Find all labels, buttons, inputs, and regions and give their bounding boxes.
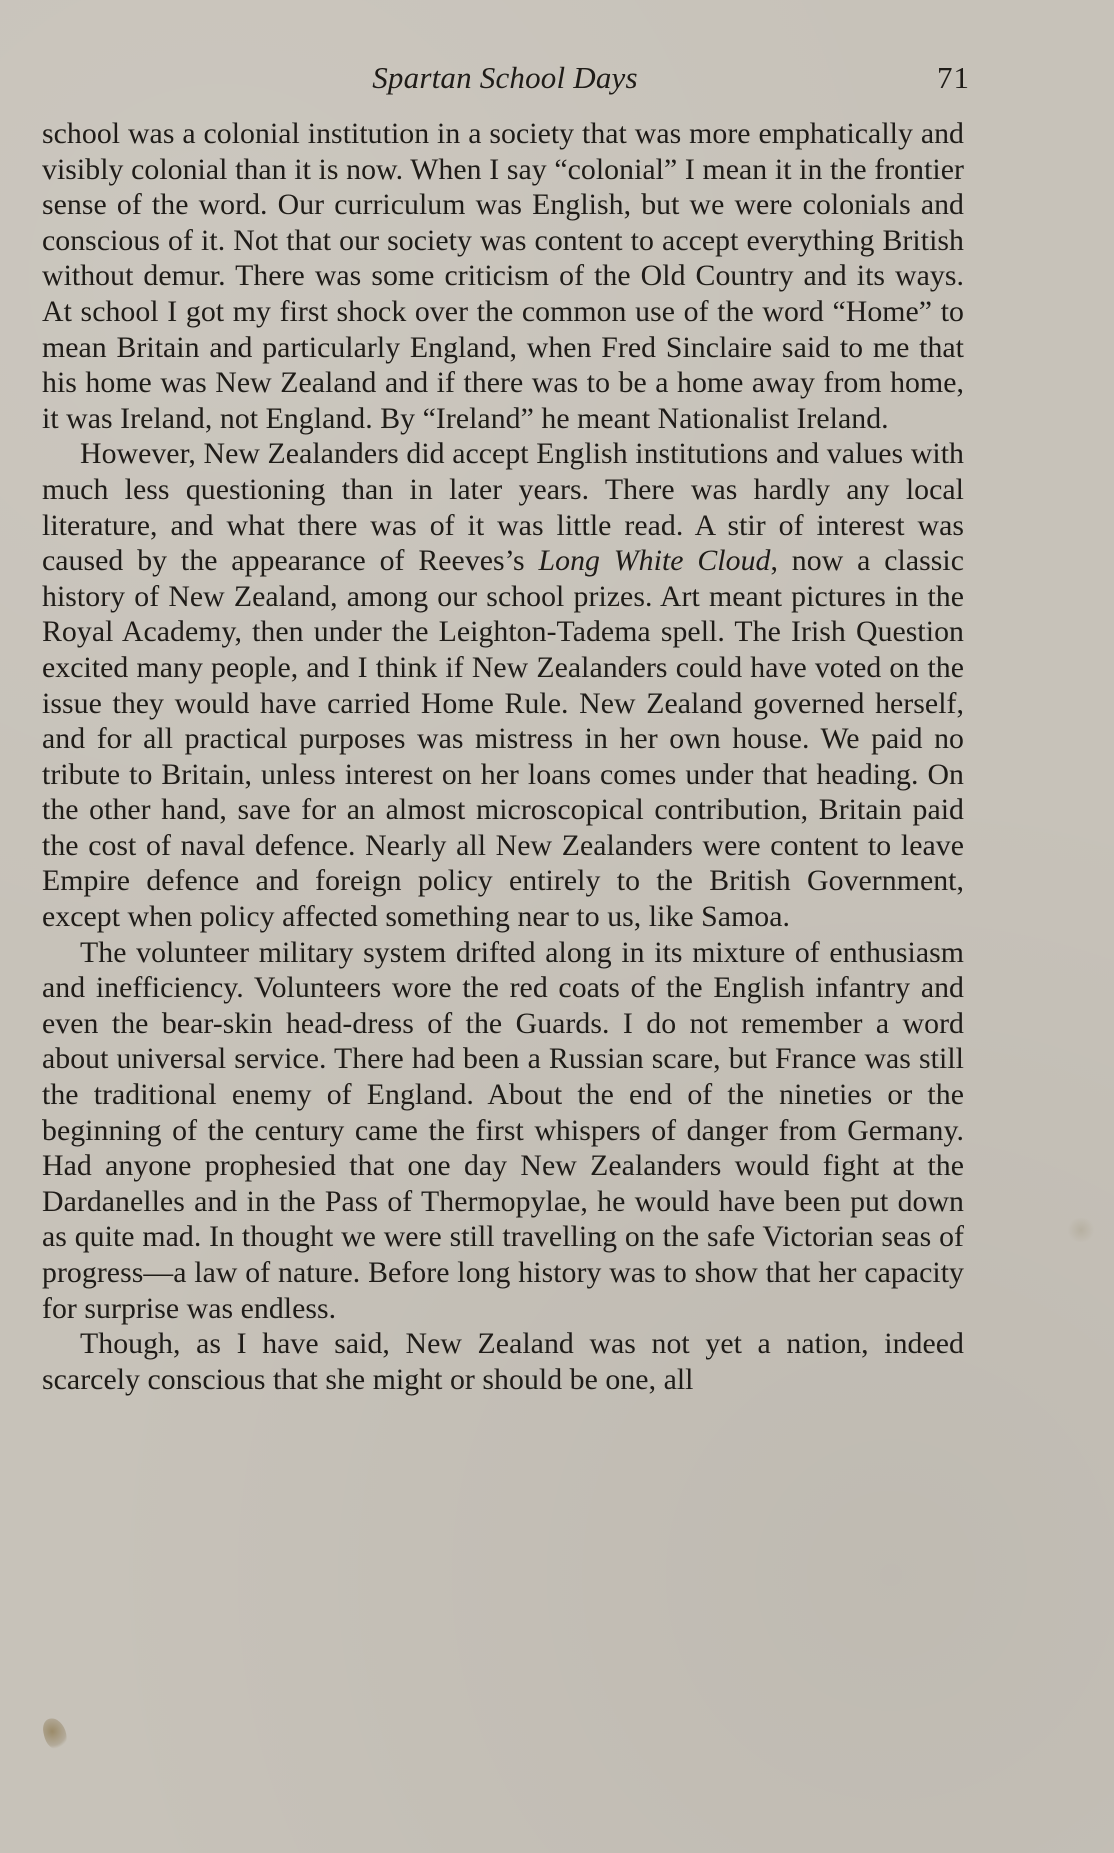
paragraph-3 xyxy=(42,935,964,1327)
running-title: Spartan School Days xyxy=(372,60,638,95)
paragraph-4-text: Though, as I have said, New Zealand was not yet a nation, indeed scarcely conscious that she might or should be one, all xyxy=(42,1327,964,1396)
stain-mark xyxy=(41,1716,69,1752)
paragraph-2-text-b: , now a classic history of New Zealand, among our school prizes. Art meant pictures in the Royal Academy, then under the Leighton-Tadema spell. The Irish Question excited many people, and I think if New Zealanders could have voted on the issue they would have carried Home Rule. New Zealand governed herself, and for all practical purposes was mistress in her own house. We paid no tribute to Britain, unless interest on her loans comes under that heading. On the other hand, save for an almost microscopical contribution, Britain paid the cost of naval defence. Nearly all New Zealanders were content to leave Empire defence and foreign policy entirely to the British Government, except when policy affected something near to us, like Samoa. xyxy=(42,544,964,934)
paragraph-1-text: school was a colonial institution in a society that was more emphatically and visibly colonial than it is now. When I say “colonial” I mean it in the frontier sense of the word. Our curriculum was English, but we were colonials and conscious of it. Not that our society was content to accept everything British without demur. There was some criticism of the Old Country and its ways. At school I got my first shock over the common use of the word “Home” to mean Britain and particularly England, when Fred Sinclaire said to me that his home was New Zealand and if there was to be a home away from home, it was Ireland, not England. By “Ireland” he meant Nationalist Ireland. xyxy=(42,117,964,435)
paragraph-2-text-a: However, New Zealanders did accept English institutions and values with much less questioning than in later years. There was hardly any local literature, and what there was of it was little read. A stir of interest was caused by the appearance of Reeves’s xyxy=(42,437,964,578)
paragraph-4 xyxy=(42,1326,964,1397)
paragraph-3-text: The volunteer military system drifted along in its mixture of enthusiasm and inefficiency. Volunteers wore the red coats of the English infantry and even the bear-skin head-dress of the Guards. I do not remember a word about universal service. There had been a Russian scare, but France was still the traditional enemy of England. About the end of the nineties or the beginning of the century came the first whispers of danger from Germany. Had anyone prophesied that one day New Zealanders would fight at the Dardanelles and in the Pass of Thermopylae, he would have been put down as quite mad. In thought we were still travelling on the safe Victorian seas of progress—a law of nature. Before long history was to show that her capacity for surprise was endless. xyxy=(42,935,964,1325)
paragraph-1 xyxy=(42,116,964,436)
page-header xyxy=(40,58,970,108)
side-mark xyxy=(1066,1218,1096,1242)
paragraph-2-italic-title: Long White Cloud xyxy=(538,544,771,578)
paragraph-2 xyxy=(42,436,964,934)
page-number: 71 xyxy=(937,60,970,95)
body-text xyxy=(42,116,964,1397)
